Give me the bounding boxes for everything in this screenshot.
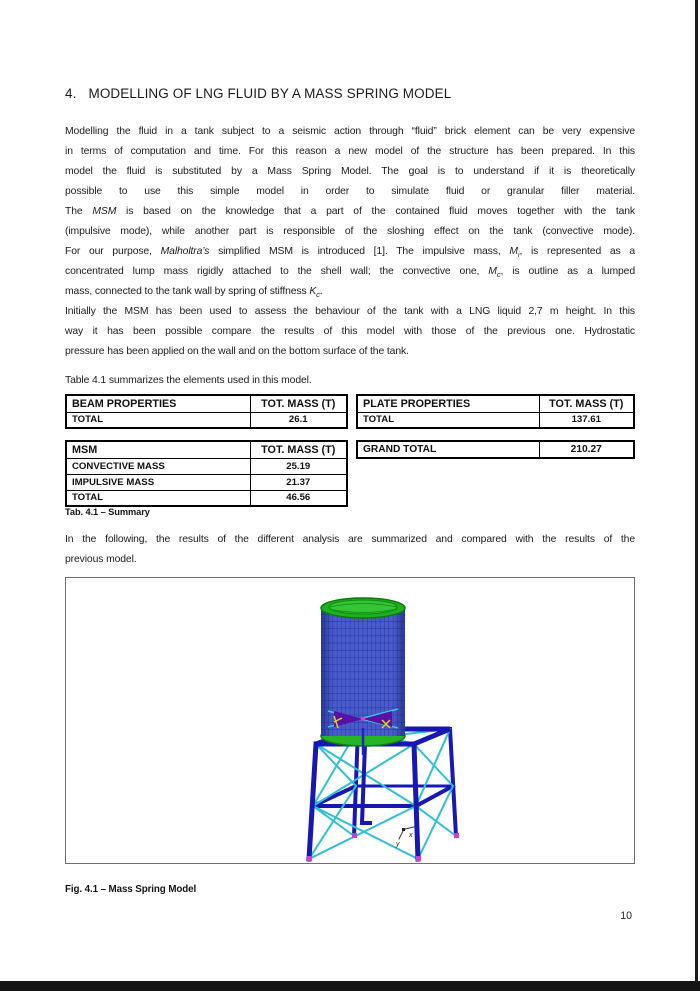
- paragraph-initial-assessment: [65, 302, 635, 362]
- text-line: [65, 262, 635, 282]
- table-header-cell: TOT. MASS (T): [539, 395, 634, 412]
- table-cell: 21.37: [250, 474, 347, 490]
- tank-model: [321, 598, 405, 755]
- table-cell: 26.1: [250, 412, 347, 428]
- figure-caption: Fig. 4.1 – Mass Spring Model: [65, 884, 197, 895]
- table-cell: 210.27: [539, 441, 634, 458]
- axis-x-label: x: [409, 832, 413, 839]
- figure-mass-spring-model: [65, 577, 635, 864]
- text-line: [65, 242, 635, 262]
- text-line: [65, 322, 635, 342]
- text-line: [65, 222, 635, 242]
- table-row: [66, 474, 347, 490]
- beam-properties-table: [65, 394, 348, 429]
- text-segment: Modelling the fluid in a tank subject to a seismic action through “fluid” brick element can be very expensive: [65, 126, 635, 137]
- grand-total-table: [356, 440, 635, 459]
- text-segment: model the fluid is substituted by a Mass Spring Model. The goal is to understand if it is theoretically: [65, 166, 635, 177]
- axis-y-label: y: [396, 841, 400, 848]
- table-cell: GRAND TOTAL: [357, 441, 539, 458]
- table-row: [357, 441, 634, 458]
- text-segment: M: [488, 266, 497, 277]
- text-segment: The: [65, 206, 93, 217]
- paragraph-results-intro: [65, 530, 635, 570]
- table-header-cell: TOT. MASS (T): [250, 441, 347, 458]
- text-segment: in terms of computation and time. For this reason a new model of the structure has been prepared. In this: [65, 146, 635, 157]
- text-segment: previous model.: [65, 554, 137, 565]
- table-header-cell: MSM: [66, 441, 250, 458]
- section-number: 4.: [65, 86, 77, 101]
- text-segment: simplified MSM is introduced [1]. The impulsive mass,: [209, 246, 510, 257]
- text-segment: K: [309, 286, 317, 297]
- table-cell: CONVECTIVE MASS: [66, 458, 250, 474]
- scan-edge-right: [695, 0, 698, 991]
- table-cell: 137.61: [539, 412, 634, 428]
- text-segment: mass, connected to the tank wall by spring of stiffness: [65, 286, 310, 297]
- support-structure: [307, 729, 459, 861]
- axis-triad: [395, 827, 414, 848]
- text-segment: c: [316, 290, 320, 300]
- table-cell: TOTAL: [66, 490, 250, 506]
- table-row: [66, 412, 347, 428]
- text-segment: i: [517, 250, 520, 260]
- page-content: [65, 84, 635, 944]
- table-cell: 25.19: [250, 458, 347, 474]
- table-cell: 46.56: [250, 490, 347, 506]
- text-line: [65, 142, 635, 162]
- text-segment: MSM: [92, 206, 117, 217]
- text-segment: , is represented as a: [519, 246, 635, 257]
- text-segment: , is outline as a lumped: [500, 266, 635, 277]
- text-segment: concentrated lump mass rigidly attached to the shell wall; the convective one,: [65, 266, 489, 277]
- table-row: [66, 490, 347, 506]
- text-segment: pressure has been applied on the wall and on the bottom surface of the tank.: [65, 346, 409, 357]
- text-segment: way it has been possible compare the results of this model with those of the previous one. Hydrostatic: [65, 326, 635, 337]
- text-line: [65, 202, 635, 222]
- text-segment: is based on the knowledge that a part of the contained fluid moves together with the tank: [116, 206, 635, 217]
- table-row: [66, 458, 347, 474]
- page-number: 10: [620, 910, 632, 922]
- scan-edge-bottom: [0, 981, 700, 991]
- text-line: [65, 530, 635, 550]
- text-segment: possible to use this simple model in order to simulate fluid or granular filler material.: [65, 186, 635, 197]
- text-line: [65, 302, 635, 322]
- table-cell: TOTAL: [357, 412, 539, 428]
- text-line: [65, 342, 635, 362]
- text-segment: Initially the MSM has been used to assess the behaviour of the tank with a LNG liquid 2,7 m height. In this: [65, 306, 635, 317]
- table-header-cell: TOT. MASS (T): [250, 395, 347, 412]
- table-row: [357, 412, 634, 428]
- text-segment: M: [509, 246, 518, 257]
- text-segment: (impulsive mode), while another part is responsible of the sloshing effect on the tank (convective mode).: [65, 226, 635, 237]
- text-segment: c: [496, 270, 501, 280]
- text-line: [65, 122, 635, 142]
- table-caption: Tab. 4.1 – Summary: [65, 507, 150, 517]
- section-title: MODELLING OF LNG FLUID BY A MASS SPRING MODEL: [88, 86, 452, 101]
- msm-table: [65, 440, 348, 507]
- text-segment: In the following, the results of the different analysis are summarized and compared with the results of the: [65, 534, 635, 545]
- text-line: [65, 282, 635, 302]
- fem-tank-model-image: [66, 578, 634, 863]
- table-header-cell: PLATE PROPERTIES: [357, 395, 539, 412]
- text-line: [65, 550, 635, 570]
- text-segment: For our purpose,: [65, 246, 161, 257]
- text-line: [65, 182, 635, 202]
- paragraph-fluid-modelling: [65, 122, 635, 302]
- text-line: [65, 162, 635, 182]
- text-segment: .: [319, 286, 323, 297]
- section-heading: [65, 86, 635, 101]
- table-header-cell: BEAM PROPERTIES: [66, 395, 250, 412]
- table-cell: TOTAL: [66, 412, 250, 428]
- text-segment: Malholtra’s: [160, 246, 210, 257]
- table-cell: IMPULSIVE MASS: [66, 474, 250, 490]
- table-intro-sentence: Table 4.1 summarizes the elements used in this model.: [65, 375, 312, 386]
- plate-properties-table: [356, 394, 635, 429]
